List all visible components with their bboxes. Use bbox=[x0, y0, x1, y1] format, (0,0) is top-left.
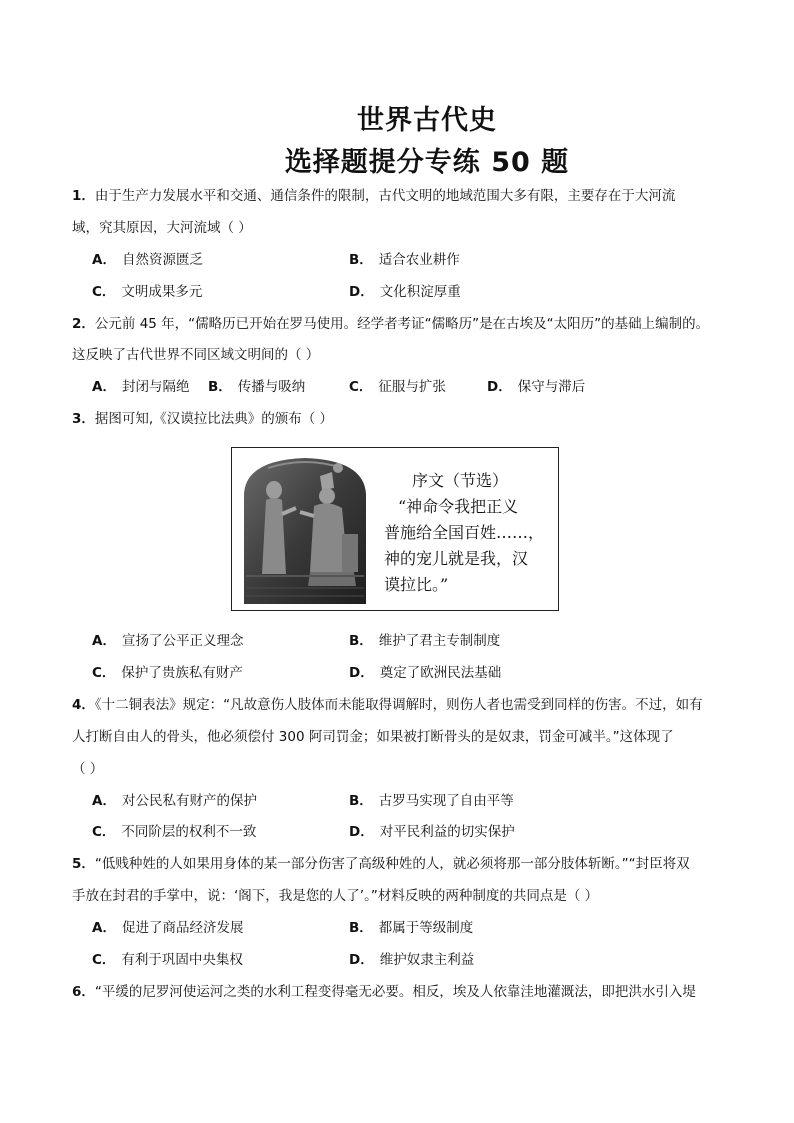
question-5-line-2: 手放在封君的手掌中，说：‘阁下，我是您的人了’。”材料反映的两种制度的共同点是（ ） bbox=[72, 888, 599, 904]
question-1-line-1: 1．由于生产力发展水平和交通、通信条件的限制，古代文明的地域范围大多有限，主要存在于大河流 bbox=[72, 188, 676, 204]
question-4-option-a[interactable]: A． 对公民私有财产的保护 bbox=[92, 793, 257, 809]
figure-caption-title: 序文（节选） bbox=[412, 471, 509, 490]
question-6-number: 6． bbox=[72, 984, 95, 1000]
question-1-option-d[interactable]: D． 文化积淀厚重 bbox=[349, 284, 461, 300]
page-subtitle: 选择题提分专练 50 题 bbox=[284, 147, 570, 178]
figure-caption-line-2: 普施给全国百姓……， bbox=[384, 523, 545, 542]
figure-caption-line-4: 谟拉比。” bbox=[384, 575, 449, 594]
question-5-option-a[interactable]: A． 促进了商品经济发展 bbox=[92, 920, 244, 936]
question-5-option-b[interactable]: B． 都属于等级制度 bbox=[349, 920, 474, 936]
hammurabi-figure bbox=[231, 447, 559, 611]
question-3-option-d[interactable]: D． 奠定了欧洲民法基础 bbox=[349, 665, 502, 681]
question-4-option-d[interactable]: D． 对平民利益的切实保护 bbox=[349, 824, 515, 840]
question-5-option-d[interactable]: D． 维护奴隶主利益 bbox=[349, 952, 475, 968]
question-2-option-c[interactable]: C． 征服与扩张 bbox=[349, 379, 446, 395]
question-1-option-b[interactable]: B． 适合农业耕作 bbox=[349, 252, 460, 268]
hammurabi-stele-image bbox=[238, 454, 372, 604]
question-2-option-d[interactable]: D． 保守与滞后 bbox=[487, 379, 586, 395]
question-1-line-2: 域，究其原因，大河流域（ ） bbox=[72, 220, 252, 236]
question-4-number: 4． bbox=[72, 697, 95, 713]
question-4-line-1: 4．《十二铜表法》规定：“凡故意伤人肢体而未能取得调解时，则伤人者也需受到同样的伤害。不过，如有 bbox=[72, 697, 703, 713]
figure-caption-line-1: “神命令我把正义 bbox=[398, 497, 519, 516]
question-1-option-c[interactable]: C． 文明成果多元 bbox=[92, 284, 203, 300]
question-2-option-b[interactable]: B． 传播与吸纳 bbox=[208, 379, 306, 395]
question-5-line-1: 5．“低贱种姓的人如果用身体的某一部分伤害了高级种姓的人，就必须将那一部分肢体斩断。”“封臣将双 bbox=[72, 856, 690, 872]
question-4-option-c[interactable]: C． 不同阶层的权利不一致 bbox=[92, 824, 257, 840]
page-title: 世界古代史 bbox=[357, 105, 497, 136]
question-6-line-1: 6．“平缓的尼罗河使运河之类的水利工程变得毫无必要。相反，埃及人依靠洼地灌溉法，即把洪水引入堤 bbox=[72, 984, 696, 1000]
question-3-option-a[interactable]: A． 宣扬了公平正义理念 bbox=[92, 633, 244, 649]
question-2-option-a[interactable]: A． 封闭与隔绝 bbox=[92, 379, 190, 395]
question-3-option-c[interactable]: C． 保护了贵族私有财产 bbox=[92, 665, 243, 681]
question-3-line-1: 3．据图可知,《汉谟拉比法典》的颁布（ ） bbox=[72, 411, 333, 427]
figure-caption-line-3: 神的宠儿就是我，汉 bbox=[384, 549, 529, 568]
question-4-option-b[interactable]: B． 古罗马实现了自由平等 bbox=[349, 793, 514, 809]
question-3-number: 3． bbox=[72, 411, 95, 427]
question-2-number: 2． bbox=[72, 316, 95, 332]
question-2-line-1: 2．公元前 45 年，“儒略历已开始在罗马使用。经学者考证“儒略历”是在古埃及“太阳历”的基础上编制的。 bbox=[72, 316, 710, 332]
question-5-number: 5． bbox=[72, 856, 95, 872]
question-1-option-a[interactable]: A． 自然资源匮乏 bbox=[92, 252, 203, 268]
question-3-option-b[interactable]: B． 维护了君主专制制度 bbox=[349, 633, 501, 649]
figure-caption bbox=[384, 468, 556, 598]
question-1-number: 1． bbox=[72, 188, 95, 204]
question-2-line-2: 这反映了古代世界不同区域文明间的（ ） bbox=[72, 347, 320, 363]
question-4-line-2: 人打断自由人的骨头，他必须偿付 300 阿司罚金；如果被打断骨头的是奴隶，罚金可减半。”这体现了 bbox=[72, 729, 674, 745]
question-5-option-c[interactable]: C． 有利于巩固中央集权 bbox=[92, 952, 243, 968]
question-4-line-3: （ ） bbox=[72, 761, 104, 777]
